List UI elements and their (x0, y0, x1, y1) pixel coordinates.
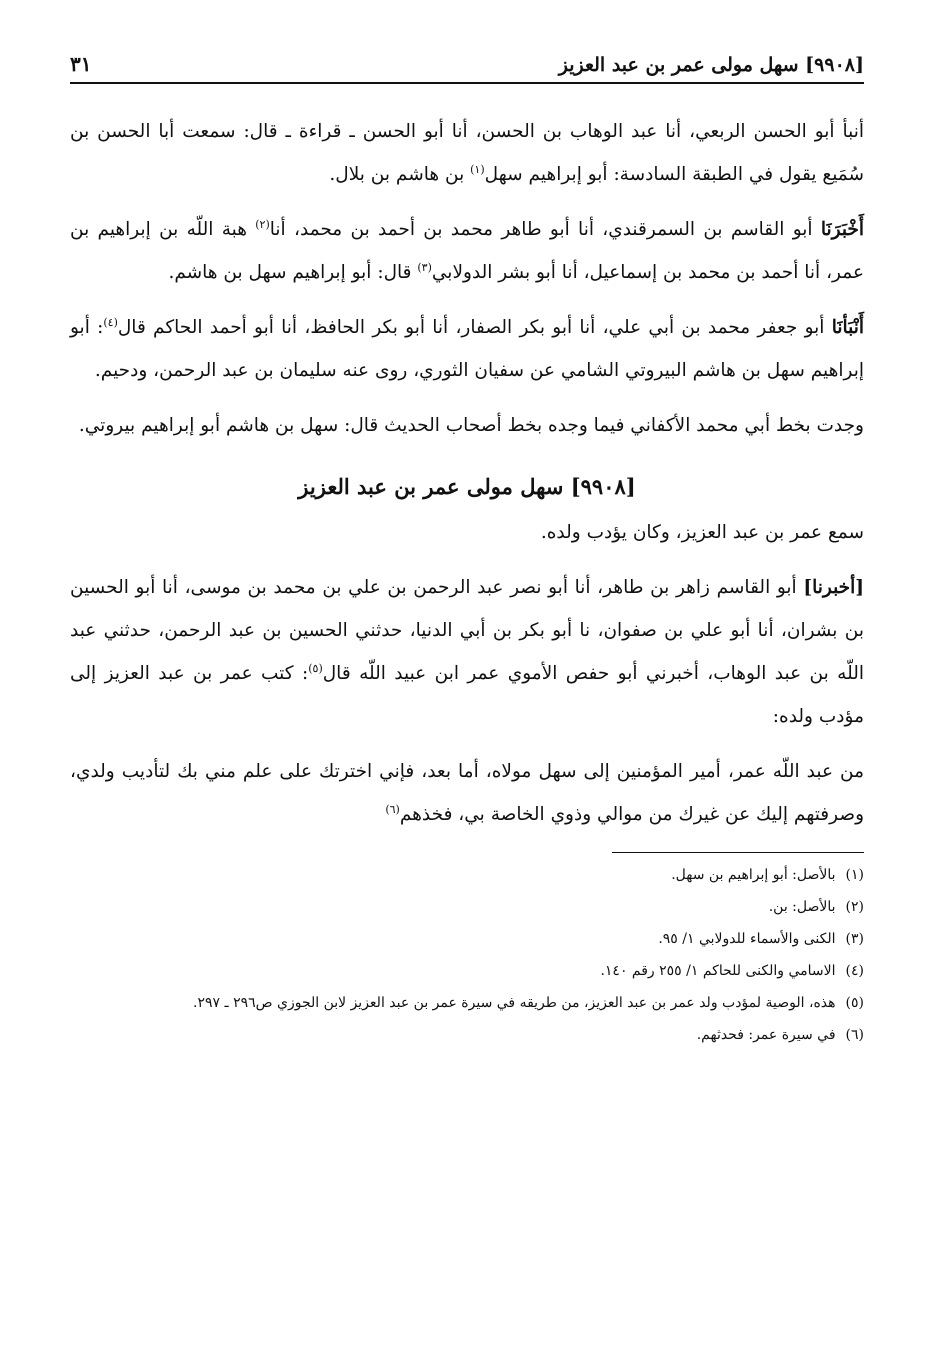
paragraph-4 (70, 404, 864, 447)
paragraph-3 (70, 306, 864, 392)
footnote-number: (٤) (845, 963, 864, 979)
footnote-divider-wrap (70, 836, 864, 863)
paragraph-7 (70, 750, 864, 836)
footnote-text: الكنى والأسماء للدولابي ١/ ٩٥. (658, 931, 836, 947)
entry-title: [٩٩٠٨] سهل مولى عمر بن عبد العزيز (298, 474, 636, 499)
paragraph-4-text: وجدت بخط أبي محمد الأكفاني فيما وجده بخط أصحاب الحديث قال: سهل بن هاشم أبو إبراهيم بيروتي. (78, 415, 864, 436)
paragraph-6-text-b: : كتب عمر بن عبد العزيز إلى مؤدب ولده: (70, 663, 864, 727)
footnote-number: (١) (845, 867, 864, 883)
footnotes (70, 863, 864, 1047)
book-page (70, 52, 864, 1055)
footnote-ref-2: (٢) (255, 217, 270, 231)
paragraph-2-text-b: هبة اللّه بن إبراهيم بن عمر، أنا أحمد بن محمد بن إسماعيل، أنا أبو بشر الدولابي (70, 219, 864, 283)
paragraph-2-text-c: قال: أبو إبراهيم سهل بن هاشم. (168, 262, 418, 283)
footnote-number: (٢) (845, 899, 864, 915)
footnote-text: هذه، الوصية لمؤدب ولد عمر بن عبد العزيز، من طريقه في سيرة عمر بن عبد العزيز لابن الجوزي ص٢٩٦ ـ ٢٩٧. (193, 995, 836, 1011)
paragraph-7-text: من عبد اللّه عمر، أمير المؤمنين إلى سهل مولاه، أما بعد، فإني اخترتك على علم مني بك لتأديب ولدي، وصرفتهم إليك عن غيرك من موالي وذوي الخاصة بي، فخذهم (70, 761, 864, 825)
running-title: [٩٩٠٨] سهل مولى عمر بن عبد العزيز (558, 54, 864, 76)
footnote-number: (٦) (845, 1027, 864, 1043)
footnote-number: (٥) (845, 995, 864, 1011)
footnote (70, 927, 864, 951)
paragraph-1-text: أنبأ أبو الحسن الربعي، أنا عبد الوهاب بن الحسن، أنا أبو الحسن ـ قراءة ـ قال: سمعت أبا الحسن بن سُمَيع يقول في الطبقة السادسة: أبو إبراهيم سهل (70, 121, 864, 185)
footnote (70, 1023, 864, 1047)
paragraph-6 (70, 566, 864, 738)
footnote-ref-4: (٤) (103, 315, 118, 329)
paragraph-6-text-a: أبو القاسم زاهر بن طاهر، أنا أبو نصر عبد الرحمن بن علي بن محمد بن موسى، أنا أبو الحسين بن بشران، أنا أبو علي بن صفوان، نا أبو بكر بن أبي الدنيا، حدثني الحسين بن عبد الرحمن، حدثني عبد اللّه بن عبد الوهاب، أخبرني أبو حفص الأموي عمر ابن عبيد اللّه قال (70, 577, 864, 684)
paragraph-3-text-b: : أبو إبراهيم سهل بن هاشم البيروتي الشامي عن سفيان الثوري، روى عنه سليمان بن عبد الرحمن، ودحيم. (70, 317, 864, 381)
paragraph-2-text-a: أبو القاسم بن السمرقندي، أنا أبو طاهر محمد بن أحمد بن محمد، أنا (269, 219, 821, 240)
paragraph-1 (70, 110, 864, 196)
footnote-ref-5: (٥) (308, 661, 323, 675)
footnote-text: بالأصل: أبو إبراهيم بن سهل. (671, 867, 836, 883)
footnote-ref-1: (١) (470, 162, 485, 176)
footnote-text: في سيرة عمر: فحدثهم. (696, 1027, 836, 1043)
paragraph-1-end: بن هاشم بن بلال. (329, 164, 471, 185)
footnote (70, 895, 864, 919)
footnote-text: بالأصل: بن. (768, 899, 836, 915)
footnote-text: الاسامي والكنى للحاكم ١/ ٢٥٥ رقم ١٤٠. (600, 963, 836, 979)
footnote-number: (٣) (845, 931, 864, 947)
paragraph-2-lead: أَخْبَرَنَا (820, 219, 864, 240)
paragraph-5-text: سمع عمر بن عبد العزيز، وكان يؤدب ولده. (540, 522, 864, 543)
footnote-ref-6: (٦) (385, 802, 400, 816)
paragraph-6-lead: [أخبرنا] (803, 577, 864, 598)
paragraph-3-lead: أَنْبَأنَا (831, 317, 864, 338)
footnote (70, 959, 864, 983)
page-number: ٣١ (70, 52, 92, 76)
footnote-divider (612, 852, 864, 853)
footnote (70, 863, 864, 887)
footnote-ref-3: (٣) (417, 260, 432, 274)
paragraph-5 (70, 511, 864, 554)
footnote (70, 991, 864, 1015)
paragraph-2 (70, 208, 864, 294)
paragraph-3-text-a: أبو جعفر محمد بن أبي علي، أنا أبو بكر الصفار، أنا أبو بكر الحافظ، أنا أبو أحمد الحاكم قال (117, 317, 832, 338)
page-header (70, 52, 864, 84)
